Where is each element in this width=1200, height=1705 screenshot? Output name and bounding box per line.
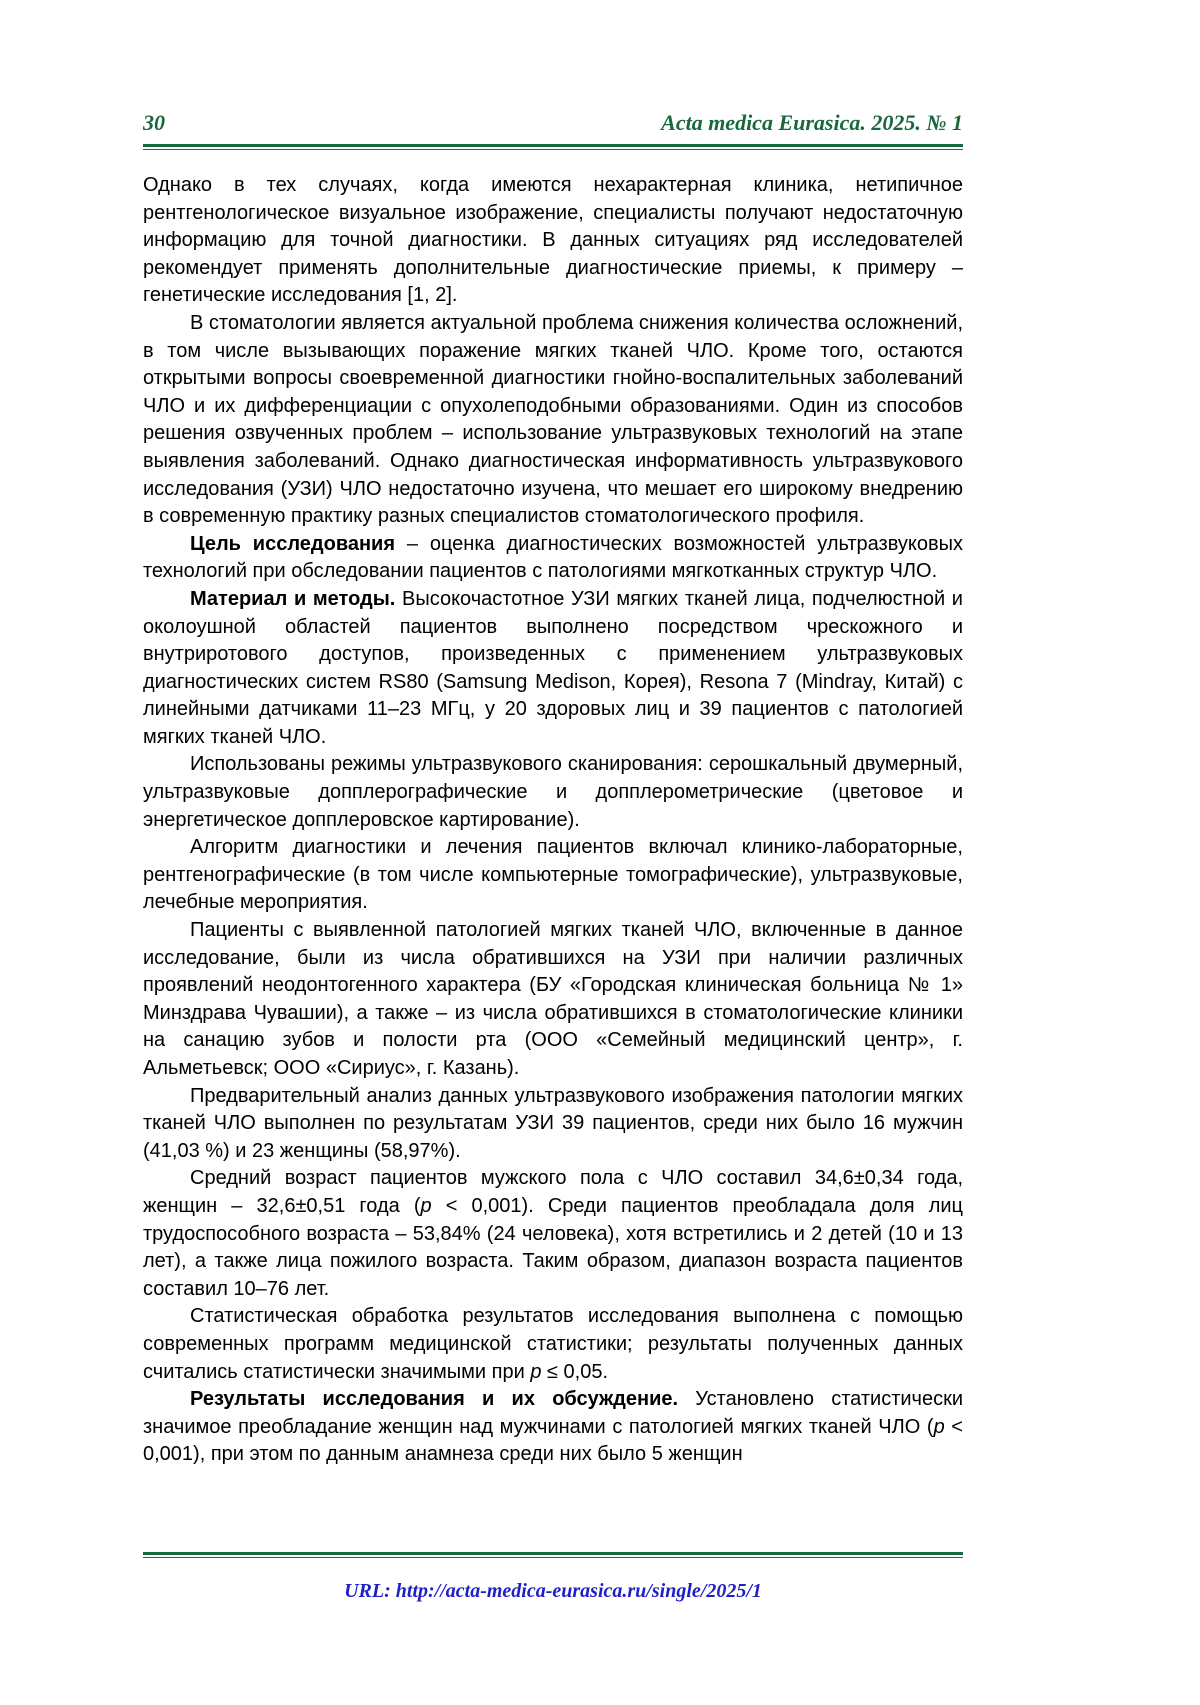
paragraph: Материал и методы. Высокочастотное УЗИ мягких тканей лица, подчелюстной и околоушной областей пациентов выполнено посредством чрескожного и внутриротового доступов, произведенных с применением ультразвуковых диагностических систем RS80 (Samsung Medison, Корея), Resona 7 (Mindray, Китай) с линейными датчиками 11–23 МГц, у 20 здоровых лиц и 39 пациентов с патологией мягких тканей ЧЛО. bbox=[143, 587, 963, 748]
paragraph: В стоматологии является актуальной проблема снижения количества осложнений, в том числе вызывающих поражение мягких тканей ЧЛО. Кроме того, остаются открытыми вопросы своевременной диагностики гнойно-воспалительных заболеваний ЧЛО и их дифференциации с опухолеподобными образованиями. Один из способов решения озвученных проблем – использование ультразвуковых технологий на этапе выявления заболеваний. Однако диагностическая информативность ультразвукового исследования (УЗИ) ЧЛО недостаточно изучена, что мешает его широкому внедрению в современную практику разных специалистов стоматологического профиля. bbox=[143, 311, 963, 528]
footer-rule bbox=[143, 1552, 963, 1558]
paragraph: Цель исследования – оценка диагностических возможностей ультразвуковых технологий при обследовании пациентов с патологиями мягкотканных структур ЧЛО. bbox=[143, 532, 963, 583]
page-number: 30 bbox=[143, 110, 165, 135]
paragraph: Средний возраст пациентов мужского пола с ЧЛО составил 34,6±0,34 года, женщин – 32,6±0,51 года (p < 0,001). Среди пациентов преобладала доля лиц трудоспособного возраста – 53,84% (24 человека), хотя встретились и 2 детей (10 и 13 лет), а также лица пожилого возраста. Таким образом, диапазон возраста пациентов составил 10–76 лет. bbox=[143, 1167, 963, 1300]
header-rule bbox=[143, 144, 963, 150]
page-footer bbox=[143, 1552, 963, 1603]
paragraph: Алгоритм диагностики и лечения пациентов включал клинико-лабораторные, рентгенографические (в том числе компьютерные томографические), ультразвуковые, лечебные мероприятия. bbox=[143, 836, 963, 914]
paragraph: Пациенты с выявленной патологией мягких тканей ЧЛО, включенные в данное исследование, были из числа обратившихся на УЗИ при наличии различных проявлений неодонтогенного характера (БУ «Городская клиническая больница № 1» Минздрава Чувашии), а также – из числа обратившихся в стоматологические клиники на санацию зубов и полости рта (ООО «Семейный медицинский центр», г. Альметьевск; ООО «Сириус», г. Казань). bbox=[143, 919, 963, 1079]
journal-title: Acta medica Eurasica. 2025. № 1 bbox=[661, 110, 963, 135]
article-body bbox=[143, 172, 963, 1469]
paragraph: Предварительный анализ данных ультразвукового изображения патологии мягких тканей ЧЛО выполнен по результатам УЗИ 39 пациентов, среди них было 16 мужчин (41,03 %) и 23 женщины (58,97%). bbox=[143, 1084, 963, 1162]
paragraph: Однако в тех случаях, когда имеются нехарактерная клиника, нетипичное рентгенологическое визуальное изображение, специалисты получают недостаточную информацию для точной диагностики. В данных ситуациях ряд исследователей рекомендует применять дополнительные диагностические приемы, к примеру – генетические исследования [1, 2]. bbox=[143, 174, 963, 307]
page-header bbox=[143, 110, 963, 136]
paragraph: Использованы режимы ультразвукового сканирования: серошкальный двумерный, ультразвуковые допплерографические и допплерометрические (цветовое и энергетическое допплеровское картирование). bbox=[143, 753, 963, 831]
paragraph: Статистическая обработка результатов исследования выполнена с помощью современных программ медицинской статистики; результаты полученных данных считались статистически значимыми при p ≤ 0,05. bbox=[143, 1305, 963, 1383]
footer-url[interactable]: URL: http://acta-medica-eurasica.ru/single/2025/1 bbox=[344, 1580, 762, 1602]
paragraph: Результаты исследования и их обсуждение. Установлено статистически значимое преобладание женщин над мужчинами с патологией мягких тканей ЧЛО (p < 0,001), при этом по данным анамнеза среди них было 5 женщин bbox=[143, 1388, 963, 1466]
